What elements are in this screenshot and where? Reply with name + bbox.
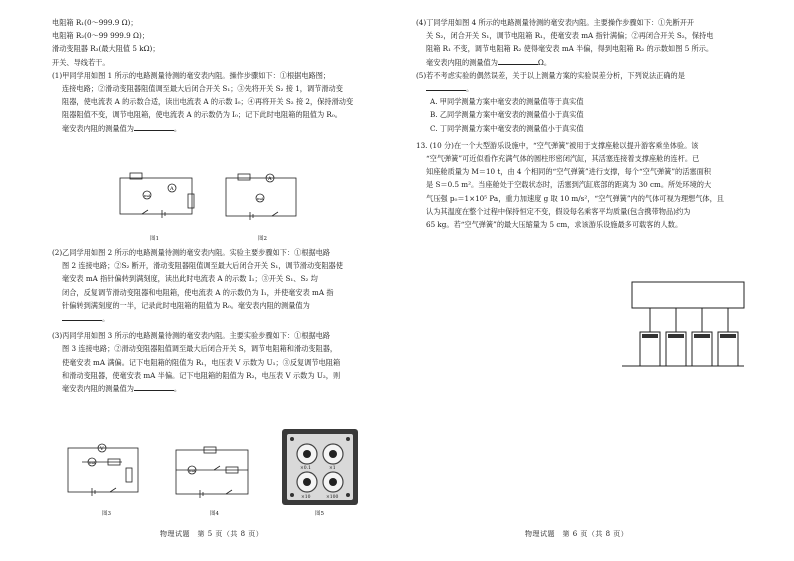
circuit-figure-4 [170,438,260,506]
answer-blank [498,56,538,65]
q4-line: 阻箱 R₁ 不变，调节电阻箱 R₂ 使得毫安表 mA 半偏，得到电阻箱 R₂ 的示数如图 5 所示。 [426,44,714,54]
circuit-figure-2 [220,170,305,232]
q13-line: 13. (10 分)在一个大型游乐设施中，“空气弹簧”被用于支撑座舱以提升游客乘坐体验。该 [416,140,699,150]
q3-line: (3)丙同学用如图 3 所示的电路测量待测的毫安表内阻。主要实验步骤如下：①根据电路 [52,331,331,341]
q1-line: (1)甲同学用如图 1 所示的电路测量待测的毫安表内阻。操作步骤如下：①根据电路图； [52,70,331,80]
q5-line: (5)若不考虑实验的偶然误差，关于以上测量方案的实验误差分析，下列说法正确的是 [416,70,685,80]
option-c: C. 丁同学测量方案中毫安表的测量值小于真实值 [430,123,584,133]
q2-line: (2)乙同学用如图 2 所示的电路测量待测的毫安表内阻。实验主要步骤如下：①根据电路 [52,248,331,257]
left-column [52,16,390,135]
air-spring-unit [692,308,712,366]
figure-caption: 图3 [102,511,111,517]
q4-line: (4)丁同学用如图 4 所示的电路测量待测的毫安表内阻。主要操作步骤如下：①先断开开 [416,18,695,27]
dial-knob [323,472,343,492]
q1-line: 阻器阻值不变，调节电阻箱，使电流表 A 的示数仍为 I₀；记下此时电阻箱的阻值为 R₀。 [62,110,342,120]
q4-line: 关 S₂，闭合开关 S₁，调节电阻箱 R₁，使毫安表 mA 指针满偏；②再闭合开关 S₂，保持电 [426,31,714,41]
figure-caption: 图5 [315,511,324,517]
q1-answer-line: 毫安表内阻的测量值为 。 [62,123,182,133]
dial-knob [297,472,317,492]
air-spring-unit [718,308,738,366]
answer-blank [134,382,174,391]
q2-line: 针偏转到满刻度的一半，记录此时电阻箱的阻值为 R₀。毫安表内阻的测量值为 [62,300,310,310]
svg-text:mA: mA [144,193,151,198]
dial-label: ×0.1 [300,466,311,471]
figure-caption: 图1 [150,236,159,242]
option-b: B. 乙同学测量方案中毫安表的测量值小于真实值 [430,110,584,120]
resistance-box-figure-5 [281,428,359,506]
svg-text:mA: mA [89,460,96,465]
q13-line: 认为其温度在整个过程中保持恒定不变，假设每名乘客平均质量(包含携带物品)约为 [426,206,691,216]
air-spring-figure [612,280,752,368]
answer-blank [426,82,466,91]
circuit-figure-3 [62,438,152,506]
dial-label: ×1 [329,466,336,471]
q2-line: 毫安表 mA 指针偏转到满刻度，读出此时电流表 A 的示数 I₁；③开关 S₁、S₂ 均 [62,274,318,284]
q3-line: 使毫安表 mA 满偏。记下电阻箱的阻值为 R₁，电压表 V 示数为 U₁；③反复调节电阻箱 [62,357,341,367]
equipment-line: 电阻箱 R₂(0～99 999.9 Ω)； [52,31,149,41]
equipment-line: 电阻箱 R₁(0～999.9 Ω)； [52,18,138,27]
q13-line: 65 kg。若“空气弹簧”的最大压缩量为 5 cm，求该游乐设施最多可载客的人数。 [426,220,683,230]
air-spring-unit [640,308,660,366]
figure-caption: 图4 [210,511,219,517]
svg-text:A: A [268,176,272,182]
q13-line: 气压强 p₀＝1×10⁵ Pa，重力加速度 g 取 10 m/s²，“空气弹簧”内的气体可视为理想气体，且 [426,193,724,203]
q3-line: 和滑动变阻器，使毫安表 mA 半偏。记下电阻箱的阻值为 R₂，电压表 V 示数为 U₂，则 [62,370,341,380]
figure-caption: 图2 [258,236,267,242]
q5-answer-line: 。 [416,82,761,95]
q2-line: 图 2 连接电路；②S₂ 断开，滑动变阻器阻值调至最大后闭合开关 S₁，调节滑动变阻器使 [62,261,343,271]
left-column-q2 [52,246,390,395]
circuit-figure-1 [112,170,207,232]
dial-knob [323,444,343,464]
svg-text:mA: mA [189,468,196,473]
svg-text:mA: mA [257,196,264,201]
q13-line: 是 S＝0.5 m²。当座舱处于空载状态时，活塞到汽缸底部的距离为 30 cm。所处环境的大 [426,180,712,190]
option-a: A. 甲同学测量方案中毫安表的测量值等于真实值 [430,97,584,107]
q1-line: 阻器，使电流表 A 的示数合适，读出电流表 A 的示数 I₀；④再将开关 S₂ 接 2，保持滑动变 [62,97,354,107]
right-column [416,16,761,231]
svg-text:V: V [100,446,104,452]
q13-line: 知座舱质量为 M＝10 t，由 4 个相同的“空气弹簧”进行支撑，每个“空气弹簧”的活塞面积 [426,167,711,177]
page-footer-right: 物理试题 第 6 页（共 8 页） [525,530,629,538]
air-spring-unit [666,308,686,366]
equipment-line: 滑动变阻器 R₃(最大阻值 5 kΩ)； [52,44,160,54]
dial-label: ×100 [326,495,339,500]
equipment-line: 开关、导线若干。 [52,57,110,67]
page-footer-left: 物理试题 第 5 页（共 8 页） [160,530,264,538]
q13-line: “空气弹簧”可近似看作充满气体的圆柱形密闭汽缸，其活塞连接着支撑座舱的连杆。已 [426,154,700,164]
answer-blank [134,122,174,131]
q2-answer-line: 。 [52,312,390,325]
q3-answer-line: 毫安表内阻的测量值为 。 [62,384,182,394]
dial-knob [297,444,317,464]
svg-text:A: A [170,186,174,192]
q1-line: 连接电路；②滑动变阻器阻值调至最大后闭合开关 S₁；③先将开关 S₂ 接 1，调节滑动变 [62,84,343,94]
q3-line: 图 3 连接电路；②滑动变阻器阻值调至最大后闭合开关 S，调节电阻箱和滑动变阻器， [62,344,338,354]
q4-answer-line: 毫安表内阻的测量值为 Ω。 [426,57,552,67]
dial-label: ×10 [301,495,311,500]
q2-line: 闭合，反复调节滑动变阻器和电阻箱，使电流表 A 的示数仍为 I₁，并使毫安表 mA 指 [62,287,334,297]
answer-blank [62,312,102,321]
